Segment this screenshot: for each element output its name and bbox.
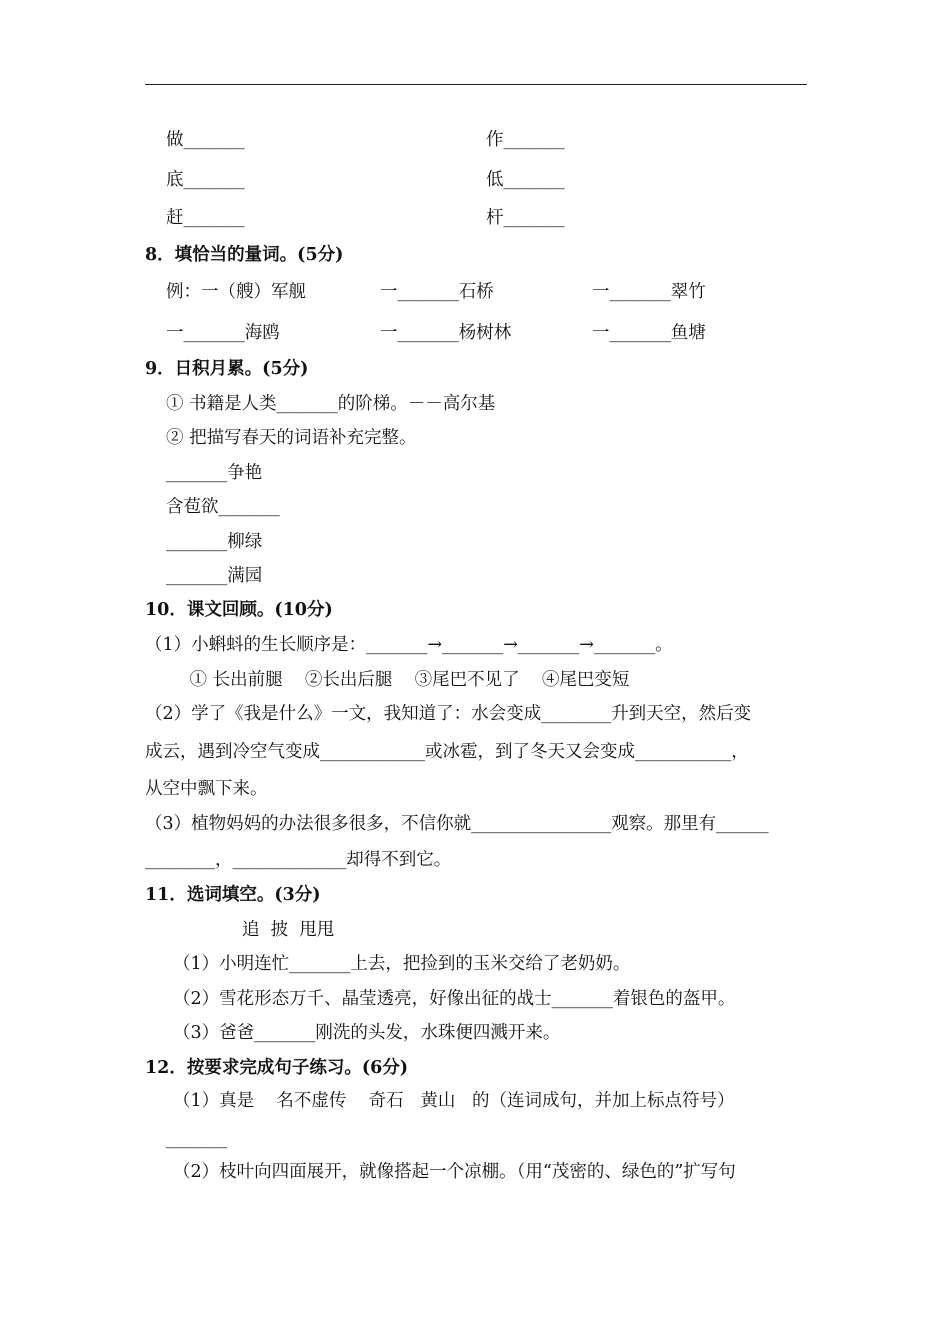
q12-title: 12．按要求完成句子练习。(6分) xyxy=(145,1058,409,1078)
q8-blank-4: 一_______杨树林 xyxy=(380,323,512,343)
word-fill-1: 做_______ xyxy=(166,130,245,150)
q10-line: 从空中飘下来。 xyxy=(145,779,268,799)
q11-word-options: 追 披 甩甩 xyxy=(242,920,335,940)
q9-title: 9．日积月累。(5分) xyxy=(145,359,309,379)
q10-line: （2）学了《我是什么》一文，我知道了：水会变成________升到天空，然后变 xyxy=(145,704,752,724)
q12-line: （1）真是 名不虚传 奇石 黄山 的（连词成句，并加上标点符号） xyxy=(173,1091,735,1111)
q12-answer-blank: _______ xyxy=(166,1129,228,1149)
q10-line: ① 长出前腿 ②长出后腿 ③尾巴不见了 ④尾巴变短 xyxy=(145,670,630,690)
q8-blank-1: 一_______石桥 xyxy=(380,282,494,302)
q9-line: _______争艳 xyxy=(166,463,263,483)
q9-line: ① 书籍是人类_______的阶梯。－－高尔基 xyxy=(166,394,496,414)
q8-blank-3: 一_______海鸥 xyxy=(166,323,280,343)
q10-line: ________，_____________却得不到它。 xyxy=(145,850,452,870)
word-fill-3: 底_______ xyxy=(166,170,245,190)
word-fill-4: 低_______ xyxy=(486,170,565,190)
q9-line: _______满园 xyxy=(166,566,263,586)
q10-line: （1）小蝌蚪的生长顺序是：_______→_______→_______→_______。 xyxy=(145,635,673,655)
word-fill-5: 赶_______ xyxy=(166,208,245,228)
q11-line: （1）小明连忙_______上去，把捡到的玉米交给了老奶奶。 xyxy=(173,954,631,974)
word-fill-2: 作_______ xyxy=(486,130,565,150)
q8-example: 例：一（艘）军舰 xyxy=(166,282,306,302)
q11-title: 11．选词填空。(3分) xyxy=(145,885,321,905)
q9-line: _______柳绿 xyxy=(166,532,263,552)
q12-line: （2）枝叶向四面展开，就像搭起一个凉棚。（用“茂密的、绿色的”扩写句 xyxy=(173,1162,736,1182)
q8-blank-2: 一_______翠竹 xyxy=(592,282,706,302)
q10-line: 成云，遇到冷空气变成____________或冰雹，到了冬天又会变成___________， xyxy=(145,742,749,762)
q9-line: 含苞欲_______ xyxy=(166,497,280,517)
q8-blank-5: 一_______鱼塘 xyxy=(592,323,706,343)
q10-title: 10．课文回顾。(10分) xyxy=(145,600,333,620)
header-rule xyxy=(145,84,807,85)
q10-line: （3）植物妈妈的办法很多很多，不信你就________________观察。那里有______ xyxy=(145,814,769,834)
q9-line: ② 把描写春天的词语补充完整。 xyxy=(166,428,417,448)
q11-line: （3）爸爸_______刚洗的头发，水珠便四溅开来。 xyxy=(173,1023,561,1043)
word-fill-6: 杆_______ xyxy=(486,208,565,228)
q11-line: （2）雪花形态万千、晶莹透亮，好像出征的战士_______着银色的盔甲。 xyxy=(173,989,736,1009)
q8-title: 8．填恰当的量词。(5分) xyxy=(145,245,344,265)
